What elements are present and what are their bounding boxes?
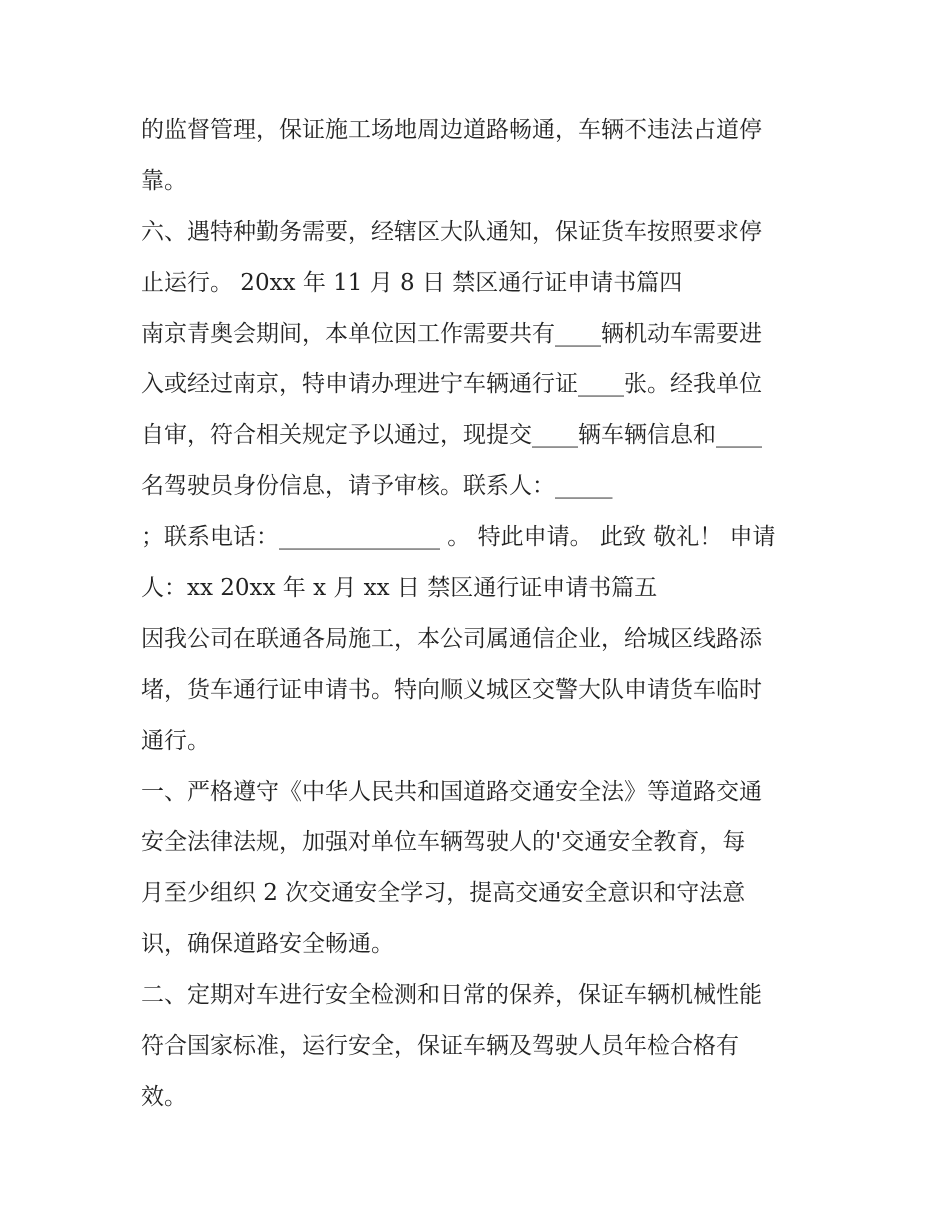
text-line: 月至少组织 2 次交通安全学习，提高交通安全意识和守法意 bbox=[141, 880, 746, 907]
text-line: 二、定期对车进行安全检测和日常的保养，保证车辆机械性能 bbox=[141, 982, 762, 1009]
text-line: 识，确保道路安全畅通。 bbox=[141, 931, 394, 958]
text-line: 名驾驶员身份信息，请予审核。联系人：_____ bbox=[141, 473, 613, 500]
text-line: 人：xx 20xx 年 x 月 xx 日 禁区通行证申请书篇五 bbox=[141, 575, 658, 602]
text-line: 六、遇特种勤务需要，经辖区大队通知，保证货车按照要求停 bbox=[141, 218, 762, 245]
text-line: 效。 bbox=[141, 1083, 187, 1110]
text-line: 因我公司在联通各局施工，本公司属通信企业，给城区线路添 bbox=[141, 625, 762, 652]
text-line: 自审，符合相关规定予以通过，现提交____辆车辆信息和____ bbox=[141, 422, 762, 449]
text-line: 入或经过南京，特申请办理进宁车辆通行证____张。经我单位 bbox=[141, 371, 762, 398]
text-line: 止运行。 20xx 年 11 月 8 日 禁区通行证申请书篇四 bbox=[141, 269, 683, 296]
text-line: 符合国家标准，运行安全，保证车辆及驾驶人员年检合格有 bbox=[141, 1033, 739, 1060]
text-line: 靠。 bbox=[141, 167, 187, 194]
document-body bbox=[141, 105, 816, 1123]
text-line: ；联系电话：______________ 。 特此申请。 此致 敬礼！ 申请 bbox=[141, 524, 776, 551]
text-line: 一、严格遵守《中华人民共和国道路交通安全法》等道路交通 bbox=[141, 778, 762, 805]
text-line: 南京青奥会期间，本单位因工作需要共有____辆机动车需要进 bbox=[141, 320, 762, 347]
text-line: 的监督管理，保证施工场地周边道路畅通，车辆不违法占道停 bbox=[141, 117, 762, 143]
text-line: 通行。 bbox=[141, 727, 210, 754]
text-line: 安全法律法规，加强对单位车辆驾驶人的'交通安全教育，每 bbox=[141, 829, 746, 856]
text-line: 堵，货车通行证申请书。特向顺义城区交警大队申请货车临时 bbox=[141, 676, 762, 703]
